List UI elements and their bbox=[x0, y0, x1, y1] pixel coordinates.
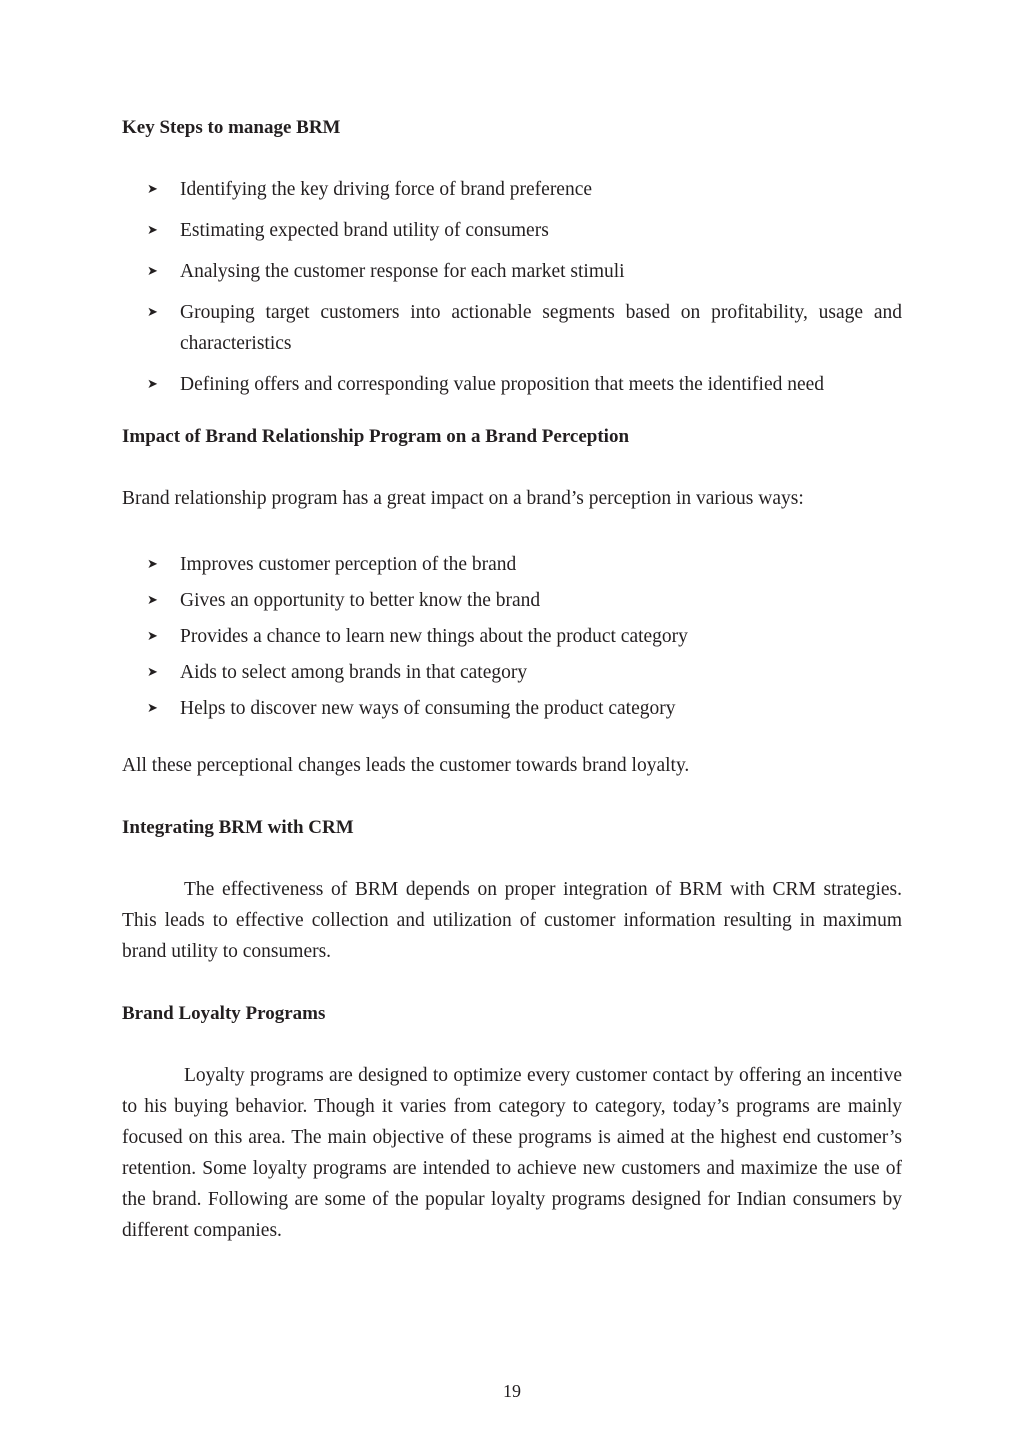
arrowhead-right-icon: ➤ bbox=[147, 182, 158, 197]
list-item-text: Grouping target customers into actionable segments based on profitability, usage and characteristics bbox=[180, 302, 902, 354]
list-item-text: Estimating expected brand utility of consumers bbox=[180, 220, 549, 241]
section-heading-key-steps: Key Steps to manage BRM bbox=[122, 117, 341, 138]
list-item-text: Gives an opportunity to better know the brand bbox=[180, 590, 541, 611]
arrowhead-right-icon: ➤ bbox=[147, 665, 158, 680]
list-item bbox=[122, 621, 902, 652]
section-heading-loyalty: Brand Loyalty Programs bbox=[122, 1003, 326, 1024]
section-heading-integrating: Integrating BRM with CRM bbox=[122, 817, 354, 838]
list-item bbox=[122, 369, 902, 400]
impact-closing-paragraph: All these perceptional changes leads the customer towards brand loyalty. bbox=[122, 755, 690, 776]
list-item-text: Improves customer perception of the brand bbox=[180, 554, 517, 575]
key-steps-list bbox=[122, 174, 902, 400]
list-item bbox=[122, 174, 902, 205]
list-item bbox=[122, 657, 902, 688]
list-item-text: Analysing the customer response for each market stimuli bbox=[180, 261, 625, 282]
loyalty-paragraph: Loyalty programs are designed to optimize every customer contact by offering an incentive to his buying behavior. Though it varies from category to category, today’s programs are mainly focused on this area. The main objective of these programs is aimed at the highest end customer’s retention. Some loyalty programs are intended to achieve new customers and maximize the use of the brand. Following are some of the popular loyalty programs designed for Indian consumers by different companies. bbox=[122, 1065, 902, 1241]
section-heading-impact: Impact of Brand Relationship Program on a Brand Perception bbox=[122, 426, 630, 447]
list-item bbox=[122, 585, 902, 616]
arrowhead-right-icon: ➤ bbox=[147, 264, 158, 279]
integrating-paragraph: The effectiveness of BRM depends on proper integration of BRM with CRM strategies. This leads to effective collection and utilization of customer information resulting in maximum brand utility to consumers. bbox=[122, 879, 902, 962]
list-item-text: Helps to discover new ways of consuming the product category bbox=[180, 698, 676, 719]
arrowhead-right-icon: ➤ bbox=[147, 305, 158, 320]
list-item bbox=[122, 693, 902, 724]
arrowhead-right-icon: ➤ bbox=[147, 593, 158, 608]
list-item bbox=[122, 549, 902, 580]
list-item bbox=[122, 215, 902, 246]
page-number: 19 bbox=[503, 1381, 521, 1401]
list-item-text: Aids to select among brands in that category bbox=[180, 662, 528, 683]
arrowhead-right-icon: ➤ bbox=[147, 377, 158, 392]
arrowhead-right-icon: ➤ bbox=[147, 701, 158, 716]
impact-intro-paragraph: Brand relationship program has a great impact on a brand’s perception in various ways: bbox=[122, 488, 804, 509]
list-item-text: Identifying the key driving force of brand preference bbox=[180, 179, 593, 200]
arrowhead-right-icon: ➤ bbox=[147, 629, 158, 644]
list-item-text: Defining offers and corresponding value proposition that meets the identified need bbox=[180, 374, 825, 395]
list-item bbox=[122, 297, 902, 359]
page-content bbox=[122, 112, 902, 1246]
list-item-text: Provides a chance to learn new things about the product category bbox=[180, 626, 688, 647]
impact-list bbox=[122, 549, 902, 724]
arrowhead-right-icon: ➤ bbox=[147, 557, 158, 572]
list-item bbox=[122, 256, 902, 287]
arrowhead-right-icon: ➤ bbox=[147, 223, 158, 238]
